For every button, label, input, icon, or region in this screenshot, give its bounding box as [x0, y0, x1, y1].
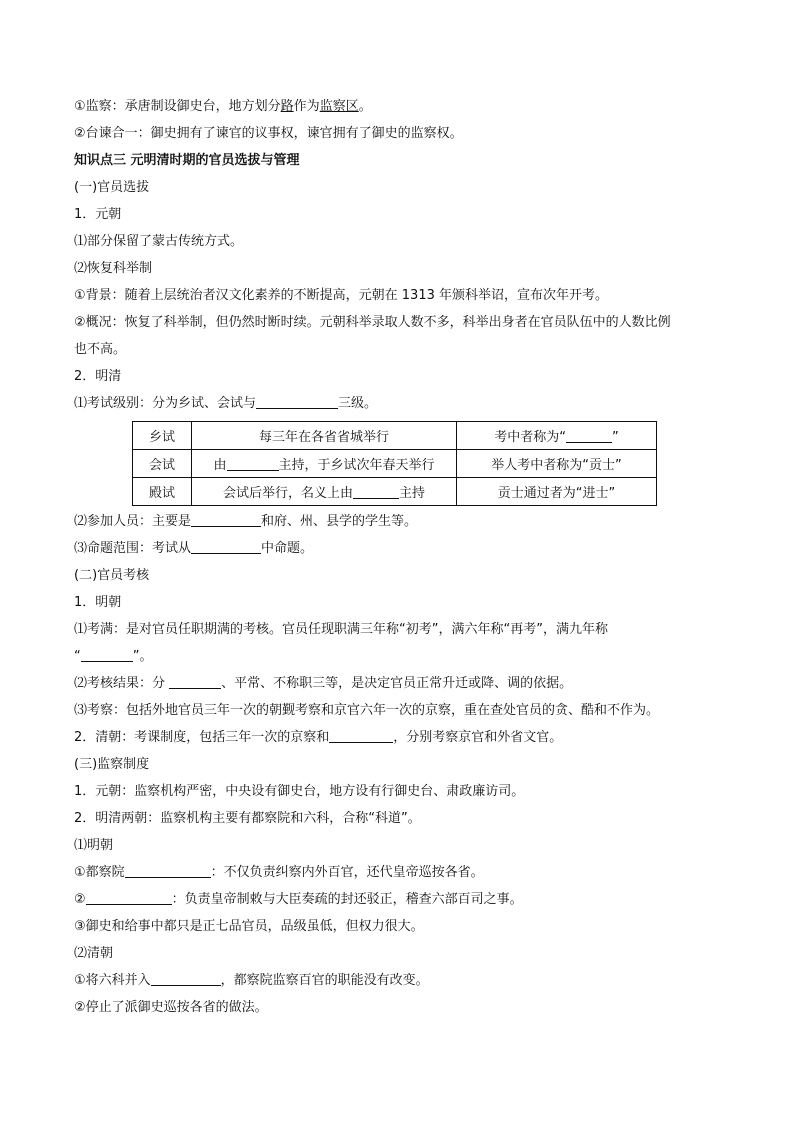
table-cell: 乡试: [133, 422, 192, 450]
table-cell: 会试: [133, 450, 192, 478]
item-heading: 1．元朝: [74, 207, 122, 222]
table-row: [133, 478, 657, 506]
text: 三级。: [338, 396, 378, 411]
paragraph: ⑴明朝: [74, 838, 114, 853]
text: ，都察院监察百官的职能没有改变。: [220, 973, 429, 988]
subsection-heading: (三)监察制度: [74, 757, 150, 772]
paragraph: ③御史和给事中都只是正七品官员，品级虽低，但权力很大。: [74, 919, 424, 934]
text: 由: [213, 458, 227, 473]
text: ①都察院: [74, 865, 125, 880]
text: “: [74, 649, 81, 664]
table-row: [133, 422, 657, 450]
answer-blank[interactable]: [125, 863, 211, 878]
table-cell: [192, 450, 457, 478]
table-cell: 贡士通过者为“进士”: [457, 478, 657, 506]
fill-in-question: [74, 967, 734, 994]
paragraph: ①背景：随着上层统治者汉文化素养的不断提高，元朝在 1313 年颁科举诏，宣布次年开考。: [74, 288, 609, 303]
answer-blank[interactable]: [169, 674, 221, 689]
paragraph: ②台谏合一：御史拥有了谏官的议事权，谏官拥有了御史的监察权。: [74, 126, 463, 141]
underlined-term: 监察区: [319, 99, 359, 114]
item-heading: 2．明清: [74, 369, 122, 384]
text: ①监察：承唐制设御史台，地方划分: [74, 99, 281, 114]
answer-blank[interactable]: [353, 484, 399, 499]
paragraph: ⑴考满：是对官员任职期满的考核。官员任现职满三年称“初考”，满六年称“再考”，满九年称: [74, 622, 608, 637]
text: 会试后举行，名义上由: [222, 486, 353, 501]
text: 中命题。: [261, 541, 314, 556]
subsection-heading: (二)官员考核: [74, 568, 150, 583]
fill-in-question: [74, 508, 734, 535]
answer-blank[interactable]: [151, 971, 221, 986]
answer-blank[interactable]: [81, 647, 133, 662]
text: 2．清朝：考课制度，包括三年一次的京察和: [74, 730, 330, 745]
subsection-heading: (一)官员选拔: [74, 180, 150, 195]
paragraph: [74, 93, 734, 120]
item-heading: 1．明朝: [74, 595, 122, 610]
paragraph: ②概况：恢复了科举制，但仍然时断时续。元朝科举录取人数不多，科举出身者在官员队伍中的人数比例: [74, 315, 671, 330]
text: ②: [74, 892, 86, 907]
text: ①将六科并入: [74, 973, 151, 988]
paragraph: 1．元朝：监察机构严密，中央设有御史台，地方设有行御史台、肃政廉访司。: [74, 784, 525, 799]
table-cell: [457, 422, 657, 450]
table-cell: [192, 478, 457, 506]
fill-in-question: [74, 535, 734, 562]
answer-blank[interactable]: [191, 539, 261, 554]
fill-in-question: [74, 886, 734, 913]
table-cell: 殿试: [133, 478, 192, 506]
text: 。: [358, 99, 372, 114]
text: 作为: [293, 99, 320, 114]
paragraph: 也不高。: [74, 342, 127, 357]
text: 和府、州、县学的学生等。: [261, 514, 418, 529]
fill-in-question: [74, 670, 734, 697]
table-cell: 每三年在各省省城举行: [192, 422, 457, 450]
fill-in-question: [74, 724, 734, 751]
paragraph: ⑵清朝: [74, 946, 114, 961]
text: ，分别考察京官和外省文官。: [393, 730, 563, 745]
text: ⑴考试级别：分为乡试、会试与: [74, 396, 257, 411]
text: ：负责皇帝制敕与大臣奏疏的封还驳正，稽查六部百司之事。: [171, 892, 523, 907]
exam-levels-table: [132, 421, 657, 506]
text: ⑶命题范围：考试从: [74, 541, 192, 556]
fill-in-question: [74, 390, 734, 417]
answer-blank[interactable]: [329, 728, 393, 743]
text: ：不仅负责纠察内外百官，还代皇帝巡按各省。: [210, 865, 484, 880]
paragraph: ⑶考察：包括外地官员三年一次的朝觐考察和京官六年一次的京察，重在查处官员的贪、酷和不作为。: [74, 703, 660, 718]
paragraph: ②停止了派御史巡按各省的做法。: [74, 1000, 268, 1015]
fill-in-question: [74, 859, 734, 886]
table-row: [133, 450, 657, 478]
paragraph: 2．明清两朝：监察机构主要有都察院和六科，合称“科道”。: [74, 811, 421, 826]
answer-blank[interactable]: [256, 394, 338, 409]
text: 考中者称为“: [494, 430, 566, 445]
text: ⑵参加人员：主要是: [74, 514, 192, 529]
text: 、平常、不称职三等，是决定官员正常升迁或降、调的依据。: [221, 676, 573, 691]
text: ”: [612, 430, 619, 445]
text: ⑵考核结果：分: [74, 676, 170, 691]
paragraph: ⑴部分保留了蒙古传统方式。: [74, 234, 244, 249]
answer-blank[interactable]: [566, 428, 612, 443]
underlined-term: 路: [280, 99, 294, 114]
text: ”。: [132, 649, 153, 664]
fill-in-question: [74, 643, 734, 670]
document-page: [74, 93, 734, 1021]
answer-blank[interactable]: [86, 890, 172, 905]
section-heading: 知识点三 元明清时期的官员选拔与管理: [74, 153, 300, 168]
answer-blank[interactable]: [191, 512, 261, 527]
answer-blank[interactable]: [227, 456, 279, 471]
text: 主持: [399, 486, 426, 501]
text: 主持，于乡试次年春天举行: [278, 458, 435, 473]
paragraph: ⑵恢复科举制: [74, 261, 153, 276]
table-cell: 举人考中者称为“贡士”: [457, 450, 657, 478]
